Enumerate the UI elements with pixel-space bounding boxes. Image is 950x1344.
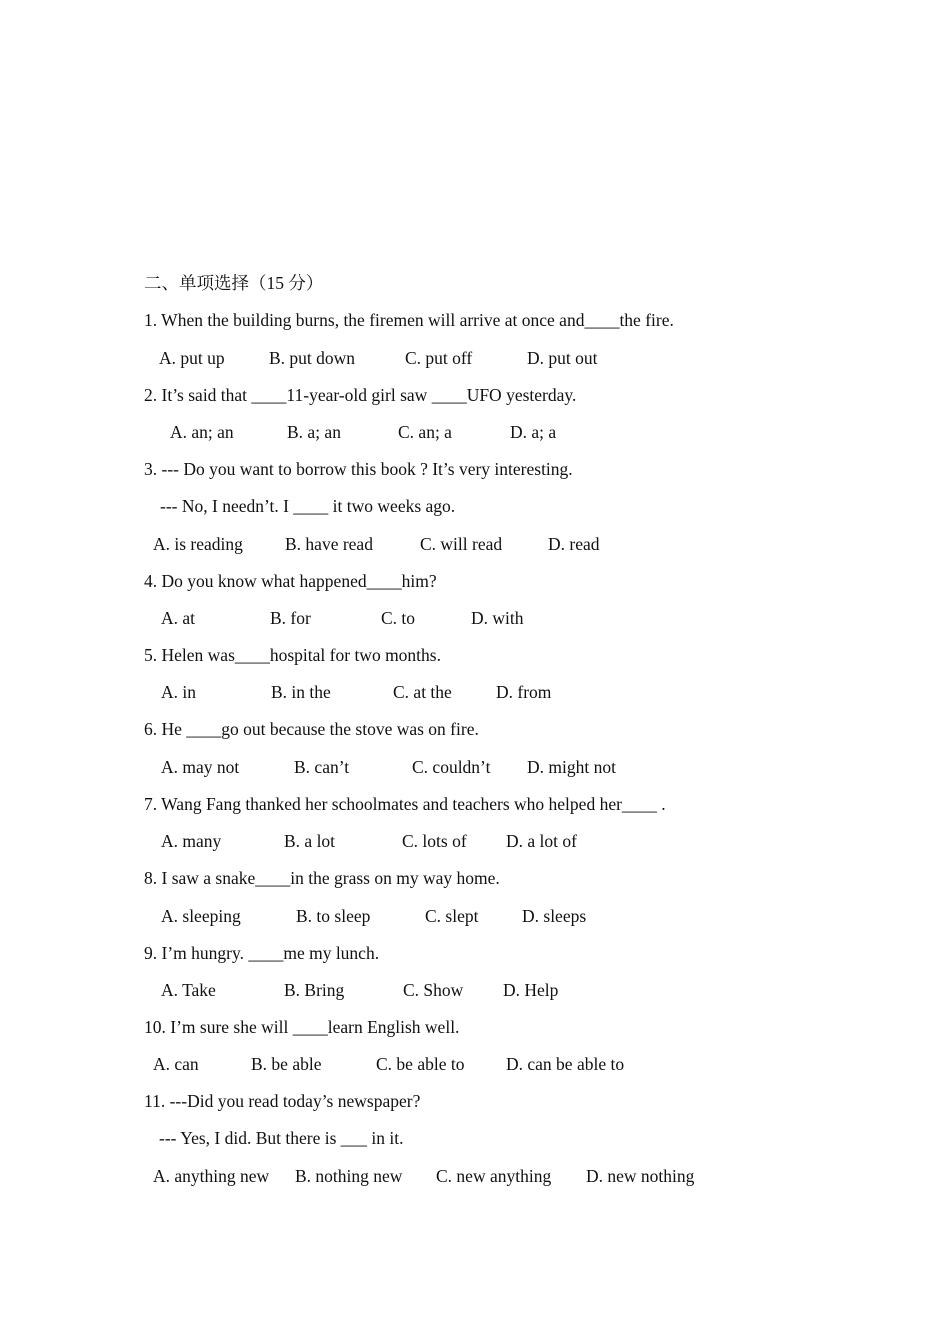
q3-option-b: B. have read	[285, 534, 373, 554]
q1-option-b: B. put down	[269, 348, 356, 368]
q1-option-d: D. put out	[527, 348, 598, 368]
question-9-stem: 9. I’m hungry. ____me my lunch.	[144, 943, 380, 963]
q3-option-a: A. is reading	[153, 534, 243, 554]
question-11-stem: 11. ---Did you read today’s newspaper?	[144, 1091, 421, 1111]
q6-option-b: B. can’t	[294, 757, 350, 777]
q5-option-c: C. at the	[393, 682, 452, 702]
question-7-stem: 7. Wang Fang thanked her schoolmates and teachers who helped her____ .	[144, 794, 666, 814]
q4-option-d: D. with	[471, 608, 524, 628]
q4-option-a: A. at	[161, 608, 196, 628]
question-3-stem: 3. --- Do you want to borrow this book ? It’s very interesting.	[144, 459, 573, 479]
q5-option-a: A. in	[161, 682, 196, 702]
q1-option-a: A. put up	[159, 348, 225, 368]
question-1-stem: 1. When the building burns, the firemen will arrive at once and____the fire.	[144, 310, 674, 330]
q9-option-c: C. Show	[403, 980, 464, 1000]
question-11-stem-reply: --- Yes, I did. But there is ___ in it.	[159, 1128, 404, 1148]
q9-option-d: D. Help	[503, 980, 559, 1000]
q2-option-a: A. an; an	[170, 422, 234, 442]
q2-option-d: D. a; a	[510, 422, 557, 442]
q11-option-a: A. anything new	[153, 1166, 270, 1186]
question-8-stem: 8. I saw a snake____in the grass on my way home.	[144, 868, 500, 888]
q7-option-a: A. many	[161, 831, 222, 851]
q8-option-d: D. sleeps	[522, 906, 587, 926]
q7-option-d: D. a lot of	[506, 831, 577, 851]
q6-option-a: A. may not	[161, 757, 240, 777]
question-2-stem: 2. It’s said that ____11-year-old girl saw ____UFO yesterday.	[144, 385, 577, 405]
q10-option-d: D. can be able to	[506, 1054, 625, 1074]
q8-option-a: A. sleeping	[161, 906, 241, 926]
section-title: 二、单项选择（15 分）	[144, 273, 324, 293]
q11-option-c: C. new anything	[436, 1166, 552, 1186]
question-3-stem-reply: --- No, I needn’t. I ____ it two weeks ago.	[160, 496, 456, 516]
q4-option-b: B. for	[270, 608, 311, 628]
q8-option-b: B. to sleep	[296, 906, 371, 926]
q10-option-b: B. be able	[251, 1054, 322, 1074]
q10-option-c: C. be able to	[376, 1054, 465, 1074]
q3-option-d: D. read	[548, 534, 600, 554]
q7-option-b: B. a lot	[284, 831, 336, 851]
q10-option-a: A. can	[153, 1054, 199, 1074]
q6-option-c: C. couldn’t	[412, 757, 491, 777]
question-10-stem: 10. I’m sure she will ____learn English well.	[144, 1017, 460, 1037]
q2-option-b: B. a; an	[287, 422, 341, 442]
question-5-stem: 5. Helen was____hospital for two months.	[144, 645, 441, 665]
q5-option-b: B. in the	[271, 682, 331, 702]
q6-option-d: D. might not	[527, 757, 616, 777]
q1-option-c: C. put off	[405, 348, 473, 368]
q11-option-d: D. new nothing	[586, 1166, 695, 1186]
question-6-stem: 6. He ____go out because the stove was on fire.	[144, 719, 479, 739]
q2-option-c: C. an; a	[398, 422, 452, 442]
q9-option-a: A. Take	[161, 980, 216, 1000]
q5-option-d: D. from	[496, 682, 552, 702]
q3-option-c: C. will read	[420, 534, 503, 554]
q11-option-b: B. nothing new	[295, 1166, 403, 1186]
q7-option-c: C. lots of	[402, 831, 467, 851]
q4-option-c: C. to	[381, 608, 416, 628]
q8-option-c: C. slept	[425, 906, 479, 926]
question-4-stem: 4. Do you know what happened____him?	[144, 571, 437, 591]
q9-option-b: B. Bring	[284, 980, 345, 1000]
